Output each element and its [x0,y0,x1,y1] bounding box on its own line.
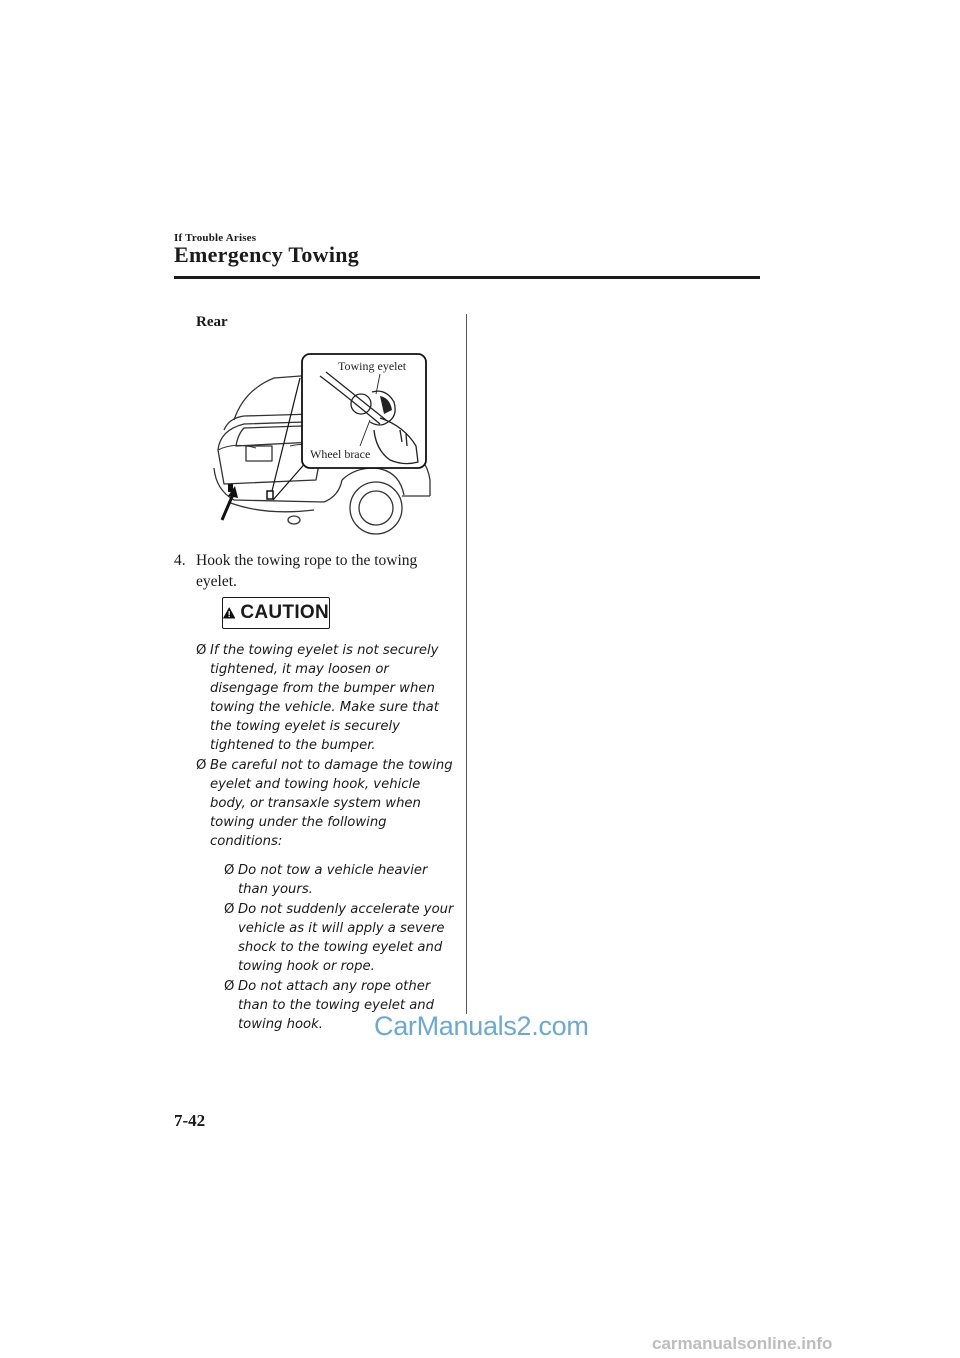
bullet-arrow-icon: Ø [196,643,207,658]
caution-sub-item [224,861,458,899]
caution-item-text: Be careful not to damage the towing eyelet and towing hook, vehicle body, or transaxle system when towing under the following conditions: [210,758,453,849]
bullet-arrow-icon: Ø [224,979,235,994]
chapter-title: Emergency Towing [174,242,360,267]
bullet-arrow-icon: Ø [196,758,207,773]
caution-item [196,756,458,1034]
header-rule [174,276,760,279]
bullet-arrow-icon: Ø [224,902,235,917]
caution-sub-item-text: Do not suddenly accelerate your vehicle as it will apply a severe shock to the towing eyelet and towing hook or rope. [238,902,454,974]
bullet-arrow-icon: Ø [224,863,235,878]
caution-header [222,597,330,629]
caution-item [196,641,458,755]
caution-label: CAUTION [240,602,329,623]
caution-sub-list [210,861,458,1034]
towing-eyelet-label: Towing eyelet [338,359,407,373]
rear-towing-illustration [204,350,440,546]
caution-item-text: If the towing eyelet is not securely tightened, it may loosen or disengage from the bumper when towing the vehicle. Make sure that the towing eyelet is securely tightened to the bumper. [210,643,439,753]
wheel-brace-label: Wheel brace [310,447,371,461]
caution-sub-item-text: Do not attach any rope other than to the towing eyelet and towing hook. [238,979,435,1032]
section-label: If Trouble Arises [174,232,257,244]
page-number: 7-42 [174,1111,206,1130]
column-divider [466,314,467,1014]
step-number: 4. [174,552,186,569]
car-rear-illustration [204,350,440,546]
figure-caption: Rear [196,314,228,330]
step-4 [174,550,454,592]
caution-list [196,641,458,1035]
step-text: Hook the towing rope to the towing eyelet. [196,552,418,590]
caution-sub-item-text: Do not tow a vehicle heavier than yours. [238,863,428,897]
caution-sub-item [224,900,458,976]
warning-triangle-icon [223,602,235,624]
footer-source: carmanualsonline.info [652,1334,833,1353]
watermark: CarManuals2.com [374,1011,589,1041]
